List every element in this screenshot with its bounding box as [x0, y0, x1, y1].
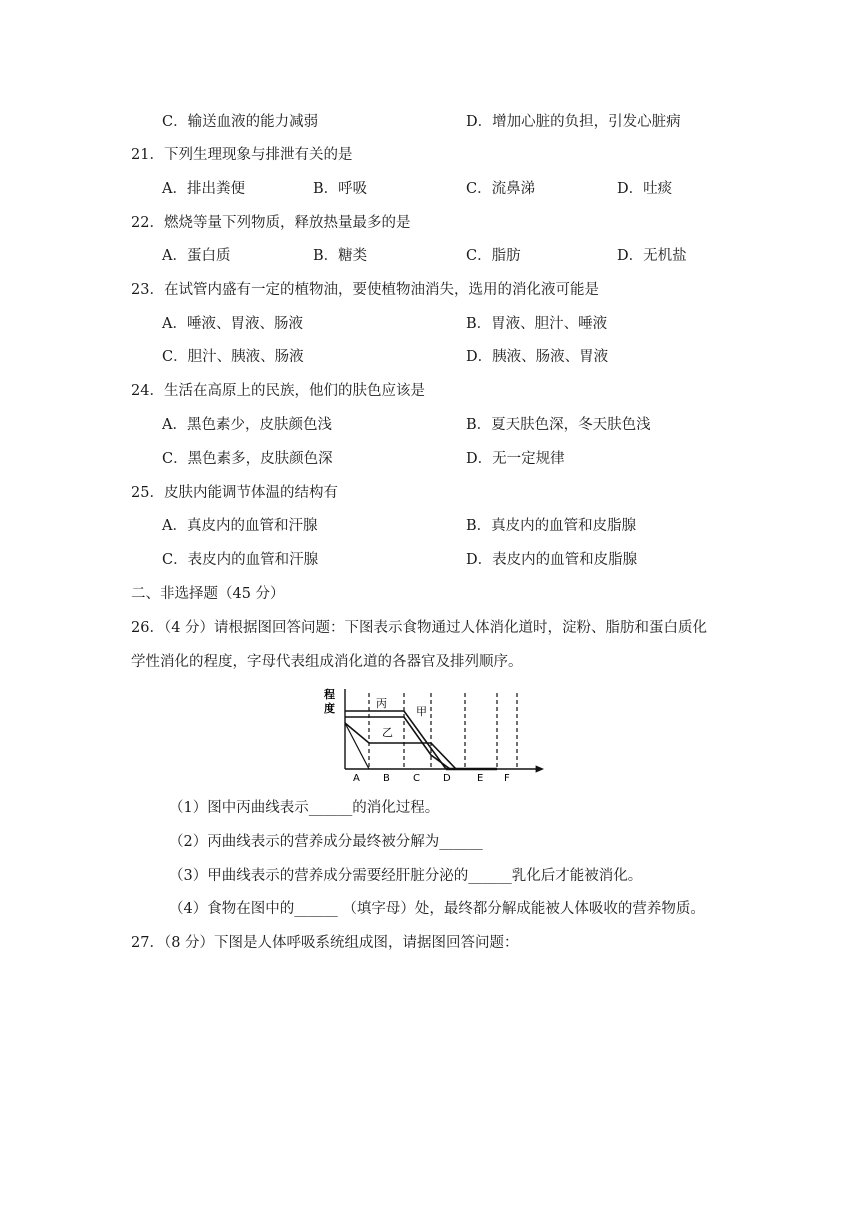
- q22-option-b: B．糖类: [313, 248, 368, 264]
- digestion-diagram: [318, 683, 548, 785]
- q26-sub1: （1）图中丙曲线表示______的消化过程。: [169, 800, 440, 816]
- q21-option-d: D．吐痰: [617, 181, 673, 197]
- curve-label-bing: 丙: [376, 697, 387, 710]
- q23-option-b: B．胃液、胆汁、唾液: [466, 316, 608, 332]
- x-label-d: D: [443, 773, 451, 784]
- q24-option-a: A．黑色素少，皮肤颜色浅: [162, 417, 332, 433]
- y-label-line1: 程: [324, 688, 335, 701]
- x-label-b: B: [383, 773, 390, 784]
- q22-option-c: C．脂肪: [466, 248, 521, 264]
- q26-stem-line1: 26．（4 分）请根据图回答问题：下图表示食物通过人体消化道时，淀粉、脂肪和蛋白质化: [131, 620, 708, 636]
- q20-option-d: D．增加心脏的负担，引发心脏病: [466, 114, 681, 130]
- q25-option-d: D．表皮内的血管和皮脂腺: [466, 552, 638, 568]
- q24-option-d: D．无一定规律: [466, 451, 565, 467]
- section-title: 二、非选择题（45 分）: [131, 586, 285, 602]
- q25-option-a: A．真皮内的血管和汗腺: [162, 518, 318, 534]
- q22-stem: 22．燃烧等量下列物质，释放热量最多的是: [131, 215, 411, 231]
- q26-stem-line2: 学性消化的程度，字母代表组成消化道的各器官及排列顺序。: [131, 654, 523, 670]
- q26-sub4: （4）食物在图中的______ （填字母）处，最终都分解成能被人体吸收的营养物质。: [169, 901, 705, 917]
- q23-option-c: C．胆汁、胰液、肠液: [162, 349, 304, 365]
- q20-option-c: C．输送血液的能力减弱: [162, 114, 319, 130]
- q26-sub3: （3）甲曲线表示的营养成分需要经肝脏分泌的______乳化后才能被消化。: [169, 868, 643, 884]
- y-label-line2: 度: [324, 702, 335, 715]
- x-label-a: A: [353, 773, 360, 784]
- q22-option-a: A．蛋白质: [162, 248, 231, 264]
- q25-option-c: C．表皮内的血管和汗腺: [162, 552, 319, 568]
- q25-option-b: B．真皮内的血管和皮脂腺: [466, 518, 637, 534]
- q25-stem: 25．皮肤内能调节体温的结构有: [131, 485, 338, 501]
- q23-stem: 23．在试管内盛有一定的植物油，要使植物油消失，选用的消化液可能是: [131, 282, 599, 298]
- q24-option-c: C．黑色素多，皮肤颜色深: [162, 451, 333, 467]
- q23-option-a: A．唾液、胃液、肠液: [162, 316, 303, 332]
- q21-option-a: A．排出粪便: [162, 181, 245, 197]
- q26-sub2: （2）丙曲线表示的营养成分最终被分解为______: [169, 834, 483, 850]
- q21-option-b: B．呼吸: [313, 181, 368, 197]
- x-label-c: C: [413, 773, 420, 784]
- curve-label-jia: 甲: [416, 705, 427, 718]
- x-label-e: E: [477, 773, 484, 784]
- q24-stem: 24．生活在高原上的民族，他们的肤色应该是: [131, 383, 425, 399]
- q23-option-d: D．胰液、肠液、胃液: [466, 349, 609, 365]
- q24-option-b: B．夏天肤色深，冬天肤色浅: [466, 417, 651, 433]
- q27-stem: 27．（8 分）下图是人体呼吸系统组成图，请据图回答问题：: [131, 935, 519, 951]
- q21-option-c: C．流鼻涕: [466, 181, 536, 197]
- x-label-f: F: [504, 773, 510, 784]
- q21-stem: 21．下列生理现象与排泄有关的是: [131, 147, 353, 163]
- q22-option-d: D．无机盐: [617, 248, 687, 264]
- curve-label-yi: 乙: [382, 726, 393, 739]
